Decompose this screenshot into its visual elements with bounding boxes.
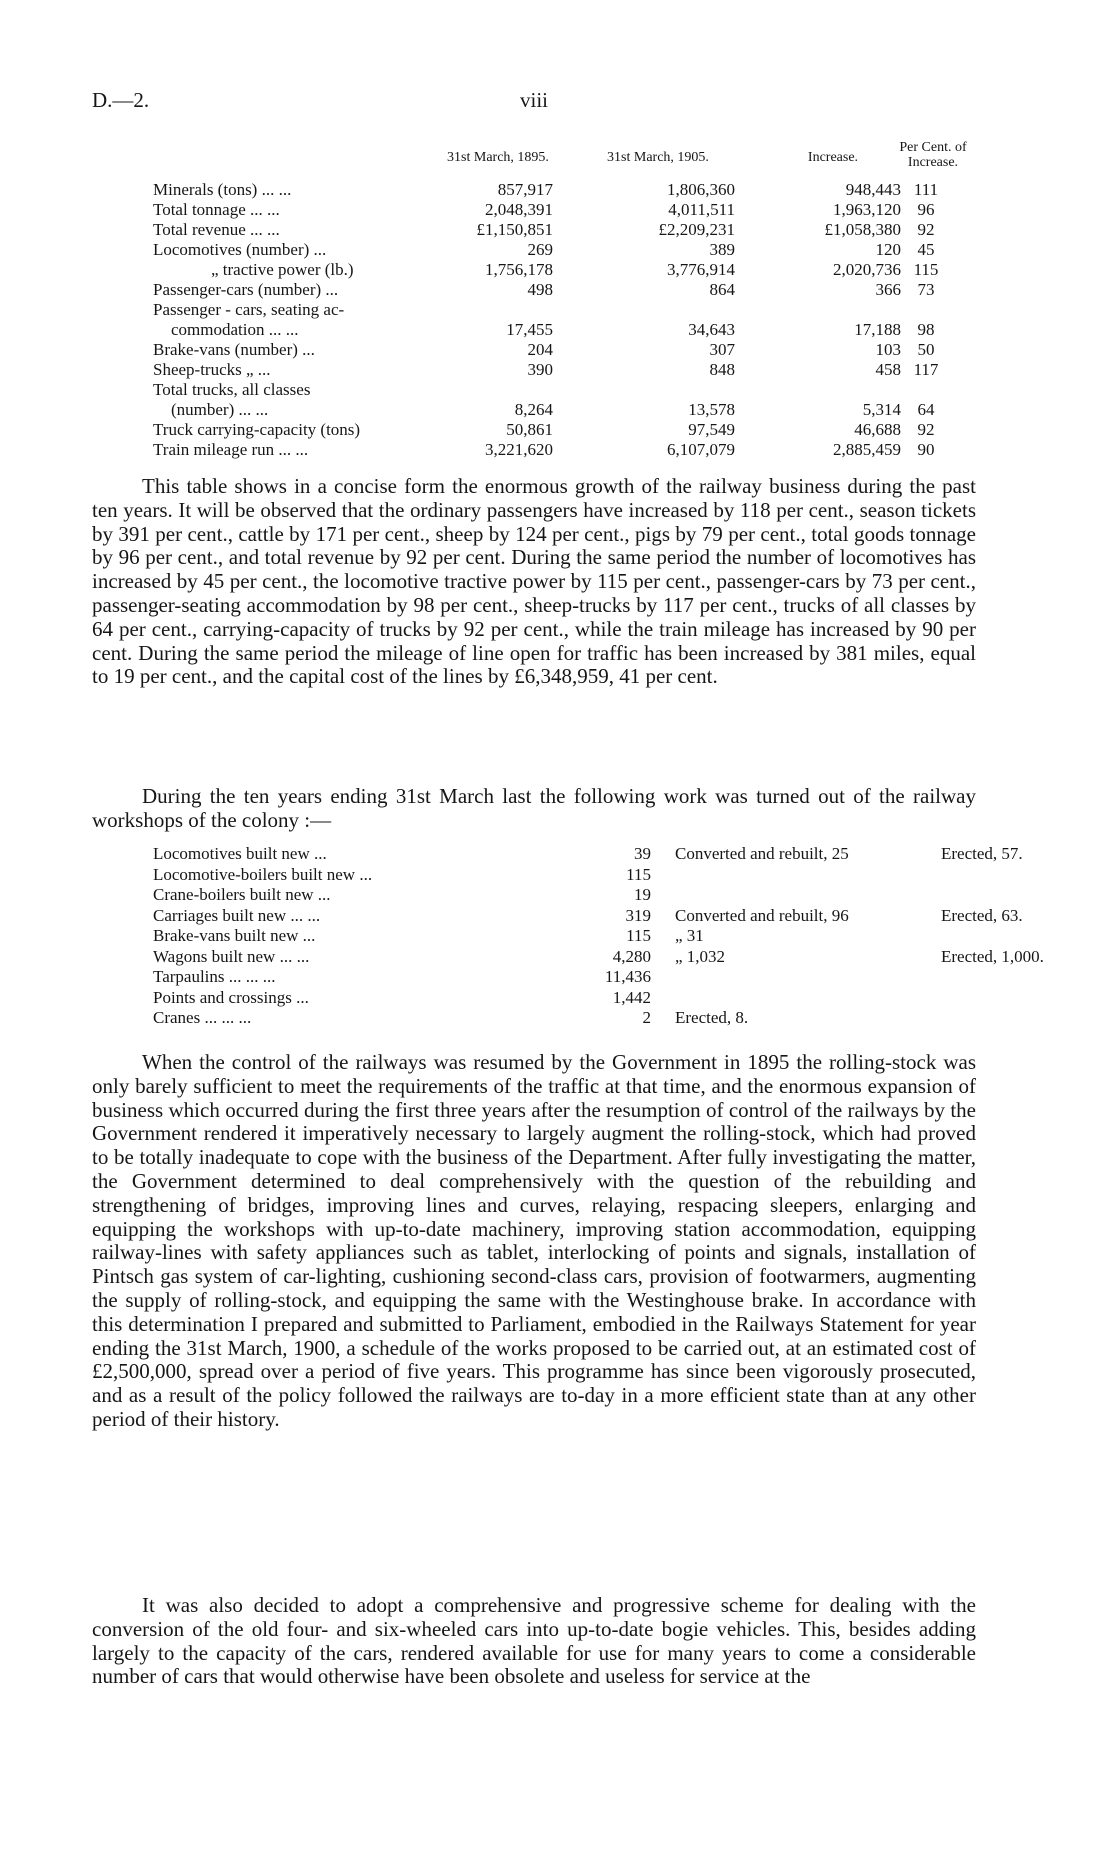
value-percent: 45	[917, 240, 935, 259]
value-percent: 90	[917, 440, 935, 459]
value-increase: 948,443	[845, 180, 901, 199]
item-count: 11,436	[604, 967, 651, 986]
item-count: 2	[642, 1008, 651, 1027]
erected-note: Erected, 1,000.	[941, 946, 1044, 966]
value-1905: 13,578	[688, 400, 735, 419]
table-row	[153, 360, 973, 380]
table-row	[153, 180, 973, 200]
table-body	[153, 844, 1044, 1029]
column-header-1895: 31st March, 1895.	[447, 150, 549, 165]
value-percent: 115	[913, 260, 939, 279]
workshop-output-table	[153, 844, 1044, 1029]
item-count: 115	[626, 864, 651, 884]
table-row	[153, 220, 973, 240]
value-1895: 857,917	[497, 180, 553, 199]
paragraph-workshops-intro: During the ten years ending 31st March last the following work was turned out of the railway workshops of the colony :—	[92, 784, 976, 832]
row-label-line: Minerals (tons) ... ...	[153, 180, 292, 199]
erected-note: Erected, 57.	[941, 844, 1023, 863]
table-row	[153, 926, 973, 947]
paragraph-rolling-stock: When the control of the railways was resumed by the Government in 1895 the rolling-stock was only barely sufficient to meet the requirements of the traffic at that time, and the enormous expansion of business which occurred during the first three years after the resumption of control of the railways by the Government rendered it imperatively necessary to largely augment the rolling-stock, which had proved to be totally inadequate to cope with the business of the Department. After fully investigating the matter, the Government determined to deal comprehensively with the question of the rebuilding and strengthening of bridges, improving lines and curves, relaying, respacing sleepers, enlarging and equipping the workshops with up-to-date machinery, improving station accommodation, equipping railway-lines with safety appliances such as tablet, interlocking of points and signals, installation of Pintsch gas system of car-lighting, cushioning second-class cars, provision of footwarmers, augmenting the supply of rolling-stock, and equipping the same with the Westinghouse brake. In accordance with this determination I prepared and submitted to Parliament, embodied in the Railways Statement for year ending the 31st March, 1900, a schedule of the works proposed to be carried out, at an estimated cost of £2,500,000, spread over a period of five years. This programme has since been vigorously prosecuted, and as a result of the policy followed the railways are to-day in a more efficient state than at any other period of their history.	[92, 1050, 976, 1431]
value-increase: £1,058,380	[824, 220, 901, 239]
row-label-line: Locomotives (number) ...	[153, 240, 327, 259]
item-label: Crane-boilers built new ...	[153, 885, 331, 904]
item-count: 115	[626, 926, 651, 945]
item-count: 19	[634, 885, 651, 904]
paragraph-bogie-conversion: It was also decided to adopt a comprehensive and progressive scheme for dealing with the conversion of the old four- and six-wheeled cars into up-to-date bogie vehicles. This, besides adding largely to the capacity of the cars, rendered available for use for many years to come a considerable number of cars that would otherwise have been obsolete and useless for service at the	[92, 1593, 976, 1689]
value-percent: 64	[917, 400, 935, 419]
row-label-line: commodation ... ...	[171, 320, 299, 339]
row-label	[153, 240, 421, 260]
conversion-note: „ 31	[675, 926, 704, 945]
value-percent: 73	[917, 280, 935, 299]
column-header-1905: 31st March, 1905.	[607, 150, 709, 165]
row-label-line: Train mileage run ... ...	[153, 440, 309, 459]
row-label-line: Total tonnage ... ...	[153, 200, 280, 219]
value-percent: 111	[913, 180, 939, 199]
value-1905: 4,011,511	[668, 200, 735, 219]
column-header-percent: Per Cent. of Increase.	[899, 140, 967, 170]
value-increase: 103	[875, 340, 901, 359]
table-row	[153, 865, 973, 886]
row-label	[153, 200, 421, 220]
row-label	[153, 440, 421, 460]
value-percent: 117	[913, 360, 939, 379]
item-count: 39	[634, 844, 651, 863]
page-number: viii	[520, 88, 549, 112]
value-increase: 120	[875, 240, 901, 259]
value-1895: £1,150,851	[476, 220, 553, 239]
value-1905: 97,549	[688, 420, 735, 439]
item-label: Cranes ... ... ...	[153, 1008, 252, 1027]
row-label-line: Total revenue ... ...	[153, 220, 280, 239]
row-label	[153, 260, 421, 280]
table-row	[153, 844, 1023, 865]
row-label-line: Total trucks, all classes	[153, 380, 311, 399]
value-increase: 2,020,736	[833, 260, 901, 279]
item-count: 4,280	[612, 946, 651, 966]
conversion-note: „ 1,032	[675, 946, 726, 966]
row-label	[153, 340, 421, 360]
value-1895: 1,756,178	[485, 260, 553, 279]
row-label	[153, 380, 421, 420]
row-label-line: Truck carrying-capacity (tons)	[153, 420, 361, 439]
erected-note: Erected, 63.	[941, 905, 1023, 925]
value-1905: £2,209,231	[658, 220, 735, 239]
value-increase: 2,885,459	[833, 440, 901, 459]
value-1905: 34,643	[688, 320, 735, 339]
value-increase: 46,688	[854, 420, 901, 439]
page-header	[92, 88, 1032, 118]
value-1905: 864	[709, 280, 735, 299]
value-percent: 98	[917, 320, 935, 339]
value-percent: 92	[917, 420, 935, 439]
value-1895: 204	[527, 340, 553, 359]
value-percent: 96	[917, 200, 935, 219]
item-label: Locomotive-boilers built new ...	[153, 864, 373, 884]
row-label-line: (number) ... ...	[171, 400, 269, 419]
row-label-line: Sheep-trucks „ ...	[153, 360, 271, 379]
row-label	[153, 300, 421, 340]
paragraph-growth-summary: This table shows in a concise form the enormous growth of the railway business during the past ten years. It will be observed that the ordinary passengers have increased by 118 per cent., season tickets by 391 per cent., cattle by 171 per cent., sheep by 124 per cent., pigs by 79 per cent., total goods tonnage by 96 per cent., and total revenue by 92 per cent. During the same period the number of locomotives has increased by 45 per cent., the locomotive tractive power by 115 per cent., passenger-cars by 73 per cent., passenger-seating accommodation by 98 per cent., sheep-trucks by 117 per cent., trucks of all classes by 64 per cent., carrying-capacity of trucks by 92 per cent., while the train mileage has increased by 90 per cent. During the same period the mileage of line open for traffic has been increased by 381 miles, equal to 19 per cent., and the capital cost of the lines by £6,348,959, 41 per cent.	[92, 474, 976, 689]
value-1895: 17,455	[506, 320, 553, 339]
table-row	[153, 300, 973, 340]
row-label	[153, 360, 421, 380]
table-row	[153, 440, 973, 460]
value-increase: 17,188	[854, 320, 901, 339]
value-1895: 498	[527, 280, 553, 299]
value-1905: 848	[709, 360, 735, 379]
table-row	[153, 240, 973, 260]
value-1905: 307	[709, 340, 735, 359]
row-label-line: „ tractive power (lb.)	[211, 260, 354, 279]
table-row	[153, 380, 973, 420]
table-row	[153, 905, 1023, 927]
value-increase: 1,963,120	[833, 200, 901, 219]
table-row	[153, 988, 973, 1009]
table-row	[153, 420, 973, 440]
value-1895: 8,264	[514, 400, 553, 419]
table-row	[153, 280, 973, 300]
item-label: Wagons built new ... ...	[153, 946, 310, 966]
table-row	[153, 340, 973, 360]
document-reference: D.—2.	[92, 88, 150, 112]
item-count: 1,442	[612, 987, 651, 1007]
item-label: Carriages built new ... ...	[153, 905, 321, 925]
table-row	[153, 967, 973, 988]
row-label-line: Passenger-cars (number) ...	[153, 280, 339, 299]
row-label-line: Passenger - cars, seating ac-	[153, 300, 345, 319]
item-label: Brake-vans built new ...	[153, 926, 316, 945]
value-1905: 3,776,914	[667, 260, 735, 279]
row-label	[153, 420, 421, 440]
table-row	[153, 200, 973, 220]
value-percent: 92	[917, 220, 935, 239]
value-increase: 366	[875, 280, 901, 299]
value-1905: 6,107,079	[667, 440, 735, 459]
item-count: 319	[625, 905, 651, 925]
value-1905: 389	[709, 240, 735, 259]
row-label	[153, 280, 421, 300]
table-row	[153, 946, 1044, 968]
conversion-note: Converted and rebuilt, 25	[675, 844, 849, 863]
value-1895: 390	[527, 360, 553, 379]
row-label	[153, 180, 421, 200]
value-1895: 2,048,391	[485, 200, 553, 219]
row-label	[153, 220, 421, 240]
value-increase: 5,314	[862, 400, 901, 419]
table-header	[153, 140, 973, 180]
value-increase: 458	[875, 360, 901, 379]
value-1895: 50,861	[506, 420, 553, 439]
table-row	[153, 885, 973, 906]
item-label: Locomotives built new ...	[153, 844, 327, 863]
growth-statistics-table	[153, 140, 973, 460]
table-row	[153, 1008, 973, 1029]
item-label: Points and crossings ...	[153, 987, 309, 1007]
table-body	[153, 180, 973, 460]
item-label: Tarpaulins ... ... ...	[153, 967, 276, 986]
conversion-note: Converted and rebuilt, 96	[675, 905, 849, 925]
table-row	[153, 260, 973, 280]
value-percent: 50	[917, 340, 935, 359]
value-1895: 269	[527, 240, 553, 259]
column-header-increase: Increase.	[807, 150, 859, 165]
conversion-note: Erected, 8.	[675, 1008, 749, 1027]
value-1895: 3,221,620	[485, 440, 553, 459]
value-1905: 1,806,360	[667, 180, 735, 199]
row-label-line: Brake-vans (number) ...	[153, 340, 315, 359]
